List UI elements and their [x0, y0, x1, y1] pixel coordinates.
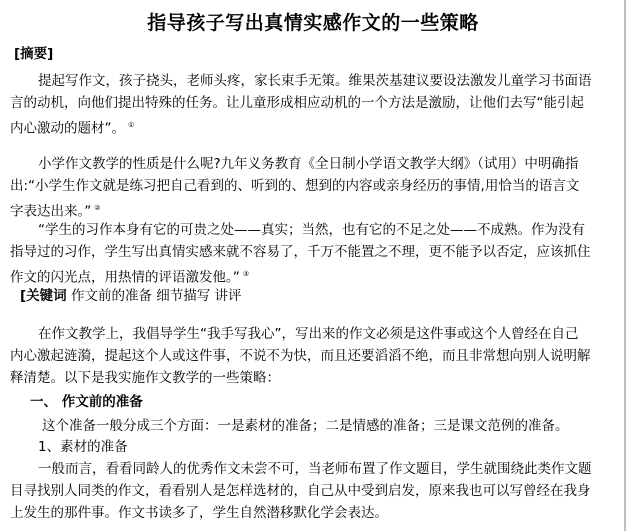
para2-line-3: 作文的闪光点，用热情的评语激发他。” ③: [10, 269, 250, 286]
para1-line-3: 字表达出来。” ②: [10, 203, 101, 220]
abstract-line-2: 言的动机，向他们提出特殊的任务。让儿童形成相应动机的一个方法是激励，让他们去写“能引起: [10, 95, 584, 111]
para4-line-3: 上发生的那件事。作文书读多了，学生自然潜移默化学会表达。: [10, 505, 388, 521]
para3-line-1: 在作文教学上，我倡导学生“我手写我心”，写出来的作文必须是这件事或这个人曾经在自己: [38, 326, 579, 342]
abstract-line-1: 提起写作文，孩子挠头，老师头疼，家长束手无策。维果茨基建议要设法激发儿童学习书面语: [38, 73, 592, 89]
footnote-ref-3: ③: [242, 270, 250, 278]
para4-line-1: 一般而言，看看同龄人的优秀作文未尝不可，当老师布置了作文题目，学生就围绕此类作文题: [38, 461, 592, 477]
abstract-heading: [摘要]: [14, 46, 54, 62]
keywords-values: 作文前的准备 细节描写 讲评: [66, 288, 242, 304]
article-title: 指导孩子写出真情实感作文的一些策略: [147, 12, 479, 34]
abstract-line-3: 内心激动的题材”。 ①: [10, 120, 135, 137]
section-1-intro: 这个准备一般分成三个方面：一是素材的准备；二是情感的准备；三是课文范例的准备。: [42, 418, 569, 434]
para2-line-1: “学生的习作本身有它的可贵之处——真实；当然，也有它的不足之处——不成熟。作为没有: [38, 222, 585, 238]
section-1-heading: 一、 作文前的准备: [30, 394, 143, 410]
para4-line-2: 目寻找别人同类的作文，看看别人是怎样选材的，自己从中受到启发，原来我也可以写曾经在我身: [10, 483, 591, 499]
para2-line-2: 指导过的习作，学生写出真情实感来就不容易了，千万不能置之不理，更不能予以否定，应该抓住: [10, 244, 591, 260]
footnote-ref-2: ②: [94, 204, 101, 212]
para1-line-2: 出:“小学生作文就是练习把自己看到的、听到的、想到的内容或亲身经历的事情,用恰当的语言文: [10, 178, 580, 194]
keywords-line: [20, 286, 242, 306]
para3-line-2: 内心激起涟漪，提起这个人或这件事，不说不为快，而且还要滔滔不绝，而且非常想向别人说明解: [10, 348, 591, 364]
subsection-1-heading: 1、素材的准备: [38, 439, 128, 455]
para1-line-1: 小学作文教学的性质是什么呢?九年义务教育《全日制小学语文教学大纲》（试用）中明确指: [38, 156, 579, 172]
keywords-label: [关键词: [20, 288, 67, 304]
footnote-ref-1: ①: [128, 121, 135, 129]
para3-line-3: 释清楚。以下是我实施作文教学的一些策略：: [10, 370, 280, 386]
